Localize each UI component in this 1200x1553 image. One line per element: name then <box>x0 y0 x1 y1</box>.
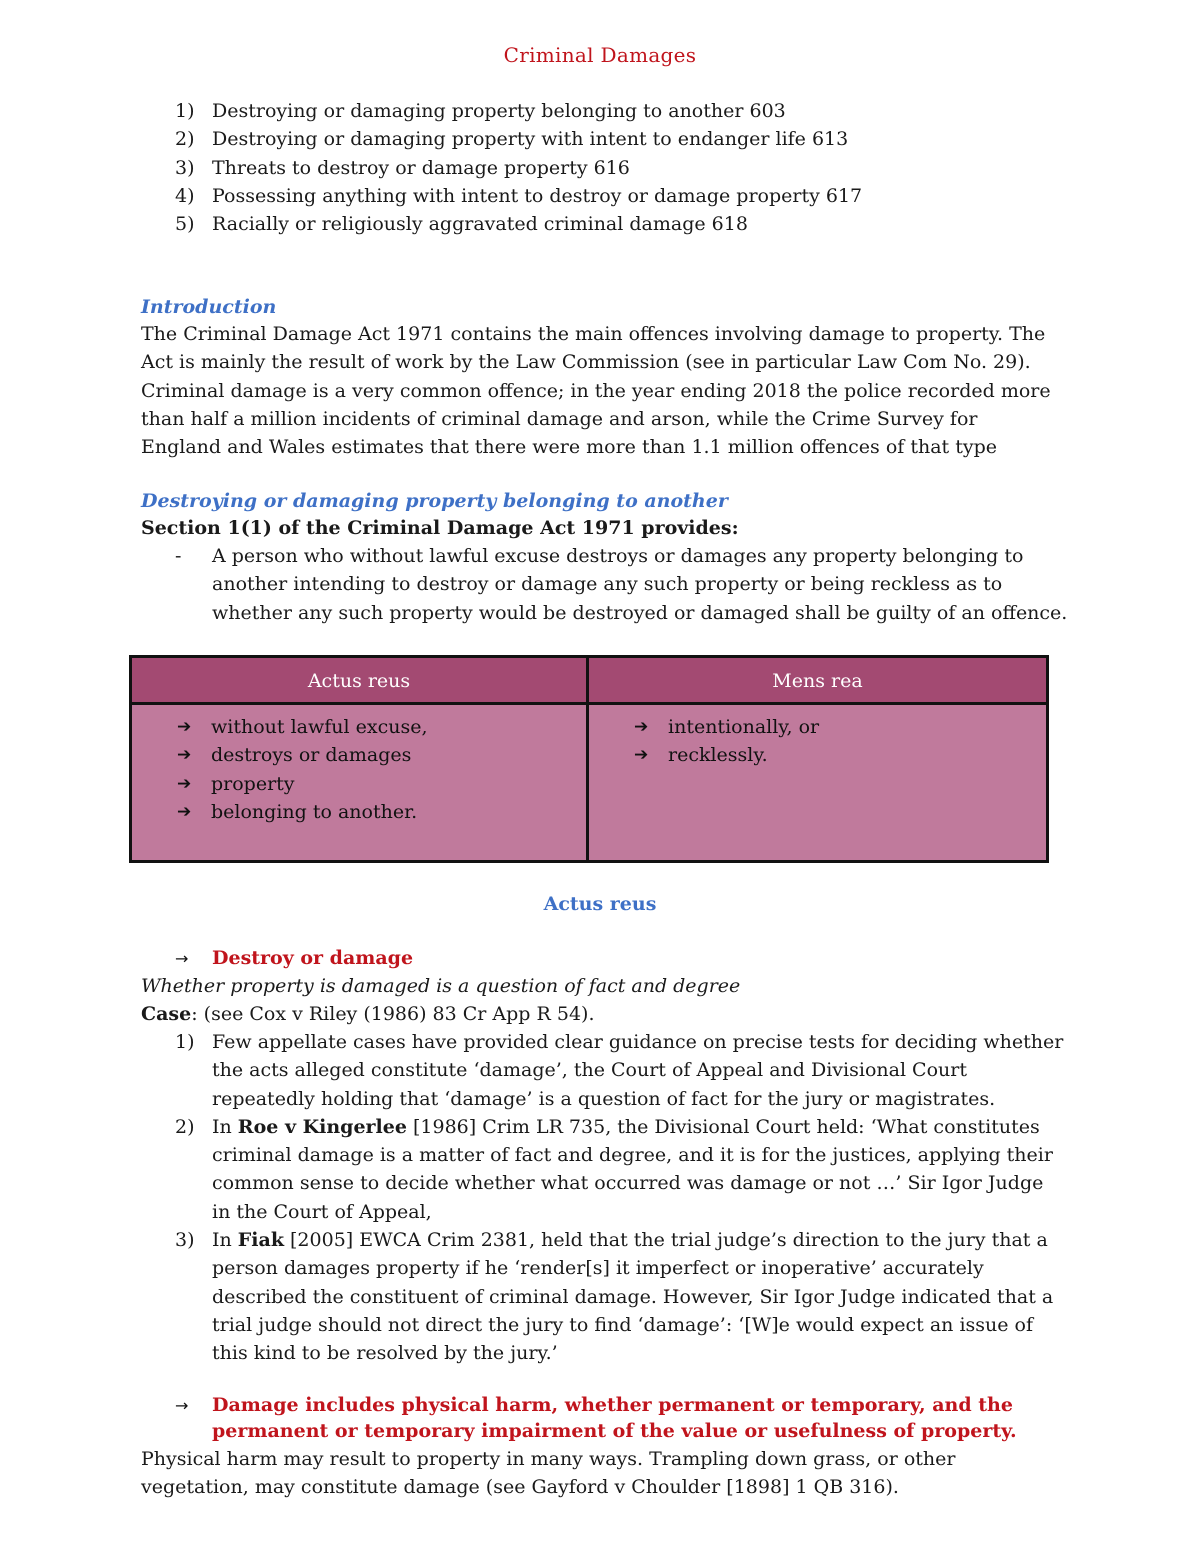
arrow-icon: ➔ <box>177 801 192 822</box>
arrow-icon: ➔ <box>177 717 192 737</box>
page-title: Criminal Damages <box>503 43 697 67</box>
destroy-or-damage-bullet: → Destroy or damage <box>175 945 413 973</box>
arrow-icon: → <box>175 1396 189 1415</box>
list-item: 1) Few appellate cases have provided clear guidance on precise tests for deciding whether the acts alleged constitute ‘damage’, the Court of Appeal and Divisional Court repeatedly holding that ‘damage’ is a question of fact for the jury or magistrates. <box>175 1031 1064 1110</box>
arrow-icon: ➔ <box>177 745 192 766</box>
list-item: 3) In Fiak [2005] EWCA Crim 2381, held that the trial judge’s direction to the jury that a person damages property if he ‘render[s] it imperfect or inoperative’ accurately described the constituent of criminal damage. However, Sir Igor Judge indicated that a trial judge should not direct the jury to find ‘damage’: ‘[W]e would expect an issue of this kind to be resolved by the jury.’ <box>175 1229 1054 1365</box>
introduction-paragraph: The Criminal Damage Act 1971 contains the main offences involving damage to property. The Act is mainly the result of work by the Law Commission (see in particular Law Com No. 29). Criminal damage is a very common offence; in the year ending 2018 the police recorded more than half a million incidents of criminal damage and arson, while the Crime Survey for England and Wales estimates that there were more than 1.1 million offences of that type <box>141 323 1051 459</box>
table-header-mens-rea: Mens rea <box>589 658 1046 705</box>
arrow-icon: → <box>175 949 189 968</box>
arrow-icon: ➔ <box>634 717 649 737</box>
fact-and-degree-line: Whether property is damaged is a question of fact and degree <box>141 975 741 997</box>
damage-includes-bullet: → Damage includes physical harm, whether permanent or temporary, and the permanent or temporary impairment of the value or usefulness of property. <box>175 1394 1017 1442</box>
list-item: ➔ intentionally, or <box>634 713 1046 741</box>
list-item: 3) Threats to destroy or damage property 616 <box>175 156 630 179</box>
list-item: 1) Destroying or damaging property belonging to another 603 <box>175 100 786 122</box>
mens-rea-cell <box>589 705 1046 860</box>
provision-item <box>175 542 1075 627</box>
section-heading: Destroying or damaging property belonging to another <box>141 490 728 512</box>
introduction-heading: Introduction <box>141 296 277 318</box>
list-item: ➔ belonging to another. <box>177 798 586 826</box>
list-item: 2) In Roe v Kingerlee [1986] Crim LR 735, the Divisional Court held: ‘What constitutes criminal damage is a matter of fact and degree, and it is for the justices, applying their common sense to decide whether what occurred was damage or not …’ Sir Igor Judge in the Court of Appeal, <box>175 1115 1053 1223</box>
arrow-icon: ➔ <box>634 745 649 766</box>
offences-list <box>175 97 1155 238</box>
table-header-actus-reus: Actus reus <box>132 658 589 705</box>
list-item: ➔ without lawful excuse, <box>177 713 586 741</box>
case-reference: Case: (see Cox v Riley (1986) 83 Cr App R 54). <box>141 1003 595 1025</box>
actus-reus-cell <box>132 705 589 860</box>
physical-harm-paragraph: Physical harm may result to property in many ways. Trampling down grass, or other vegetation, may constitute damage (see Gayford v Choulder [1898] 1 QB 316). <box>141 1448 956 1499</box>
elements-table <box>129 655 1049 863</box>
list-item: 4) Possessing anything with intent to destroy or damage property 617 <box>175 184 863 207</box>
list-item: 5) Racially or religiously aggravated criminal damage 618 <box>175 213 748 236</box>
list-item: ➔ destroys or damages <box>177 741 586 769</box>
dash-bullet: - <box>175 545 182 567</box>
actus-reus-heading: Actus reus <box>543 893 657 915</box>
arrow-icon: ➔ <box>177 773 192 794</box>
list-item: ➔ property <box>177 770 586 798</box>
provision-text: A person who without lawful excuse destroys or damages any property belonging to another intending to destroy or damage any such property or being reckless as to whether any such property would be destroyed or damaged shall be guilty of an offence. <box>212 545 1068 624</box>
list-item: 2) Destroying or damaging property with intent to endanger life 613 <box>175 128 849 151</box>
list-item: ➔ recklessly. <box>634 741 1046 769</box>
appellate-points-list <box>175 1028 1065 1368</box>
section-subheading: Section 1(1) of the Criminal Damage Act 1971 provides: <box>141 517 739 539</box>
